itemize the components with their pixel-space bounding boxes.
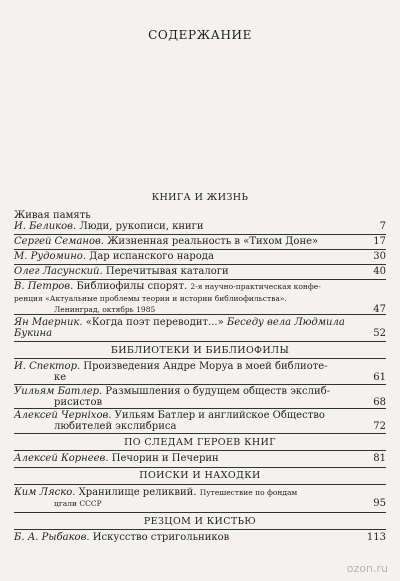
entry-note: Путешествие по фондам — [199, 488, 298, 497]
entry-title: Уильям Батлер и английское Общество — [114, 410, 325, 421]
entry-page: 113 — [366, 532, 386, 543]
entry-page: 72 — [373, 421, 386, 432]
toc-entry[interactable] — [14, 410, 386, 432]
subhead-living-memory: Живая память — [14, 210, 91, 221]
entry-note: ренция «Актуальные проблемы теории и истории библиофильства». — [14, 294, 287, 303]
section-title-rezcom: РЕЗЦОМ И КИСТЬЮ — [143, 516, 257, 527]
section-rule — [14, 529, 386, 530]
toc-entry[interactable] — [14, 532, 386, 543]
entry-page: 81 — [373, 453, 386, 464]
entry-divider — [14, 249, 386, 250]
entry-divider — [14, 264, 386, 265]
entry-divider — [14, 279, 386, 280]
entry-author: Алексей Черніхов. — [14, 410, 112, 421]
entry-author: И. Спектор. — [14, 361, 81, 372]
section-rule — [14, 341, 386, 342]
entry-note: цгали СССР — [54, 499, 102, 508]
entry-page: 17 — [373, 236, 386, 247]
page-title: СОДЕРЖАНИЕ — [148, 28, 252, 42]
section-title-kniga: КНИГА И ЖИЗНЬ — [151, 192, 249, 203]
toc-entry[interactable] — [14, 236, 386, 247]
toc-entry[interactable] — [14, 266, 386, 277]
toc-entry[interactable] — [14, 453, 386, 464]
entry-divider — [14, 234, 386, 235]
section-rule — [14, 512, 386, 513]
entry-title: Произведения Андре Моруа в моей библиоте- — [83, 361, 328, 372]
entry-title-cont: ке — [54, 372, 67, 383]
entry-page: 95 — [373, 498, 386, 509]
section-rule — [14, 433, 386, 434]
toc-entry[interactable] — [14, 251, 386, 262]
entry-page: 30 — [373, 251, 386, 262]
toc-entry[interactable] — [14, 487, 386, 509]
entry-page: 47 — [373, 304, 386, 315]
entry-title: Искусство стригольников — [92, 532, 230, 543]
entry-title: Жизненная реальность в «Тихом Доне» — [107, 236, 319, 247]
entry-title: Размышления о будущем обществ экслиб- — [105, 386, 331, 397]
entry-note: 2-я научно-практическая конфе- — [190, 282, 321, 291]
section-rule — [14, 450, 386, 451]
toc-entry[interactable] — [14, 221, 386, 232]
entry-note: Ленинград, октябрь 1985 — [54, 305, 156, 314]
entry-author: Олег Ласунский. — [14, 266, 103, 277]
watermark: ozon.ru — [346, 562, 388, 575]
entry-divider — [14, 314, 386, 315]
entry-title: Печорин и Печерин — [111, 453, 219, 464]
entry-page: 61 — [373, 372, 386, 383]
toc-entry[interactable] — [14, 386, 386, 408]
section-rule — [14, 467, 386, 468]
entry-tail: Беседу вела Людмила Букина — [14, 317, 345, 339]
toc-entry[interactable] — [14, 361, 386, 383]
entry-author: Алексей Корнеев. — [14, 453, 109, 464]
entry-author: М. Рудомино. — [14, 251, 87, 262]
entry-author: Сергей Семанов. — [14, 236, 104, 247]
entry-author: В. Петров. — [14, 281, 74, 292]
section-rule — [14, 358, 386, 359]
entry-author: Уильям Батлер. — [14, 386, 103, 397]
entry-author: Б. А. Рыбаков. — [14, 532, 90, 543]
section-title-biblio: БИБЛИОТЕКИ И БИБЛИОФИЛЫ — [110, 345, 290, 356]
entry-title: Хранилище реликвий. — [78, 487, 197, 498]
entry-page: 7 — [379, 221, 386, 232]
section-rule — [14, 484, 386, 485]
entry-title-cont: любителей экслибриса — [54, 421, 177, 432]
section-title-search: ПОИСКИ И НАХОДКИ — [139, 470, 261, 481]
toc-entry[interactable] — [14, 317, 386, 339]
entry-author: И. Беликов. — [14, 221, 77, 232]
entry-title: Дар испанского народа — [89, 251, 214, 262]
entry-page: 52 — [373, 328, 386, 339]
entry-author: Ян Маерник. — [14, 317, 83, 328]
entry-title: Перечитывая каталоги — [105, 266, 229, 277]
toc-entry[interactable] — [14, 281, 386, 315]
section-title-heroes: ПО СЛЕДАМ ГЕРОЕВ КНИГ — [124, 437, 276, 448]
entry-title-cont: рисистов — [54, 397, 103, 408]
entry-divider — [14, 384, 386, 385]
entry-title: Библиофилы спорят. — [76, 281, 188, 292]
entry-author: Ким Ляско. — [14, 487, 76, 498]
entry-page: 68 — [373, 397, 386, 408]
entry-page: 40 — [373, 266, 386, 277]
entry-divider — [14, 408, 386, 409]
entry-title: «Когда поэт переводит...» — [85, 317, 224, 328]
entry-title: Люди, рукописи, книги — [79, 221, 204, 232]
